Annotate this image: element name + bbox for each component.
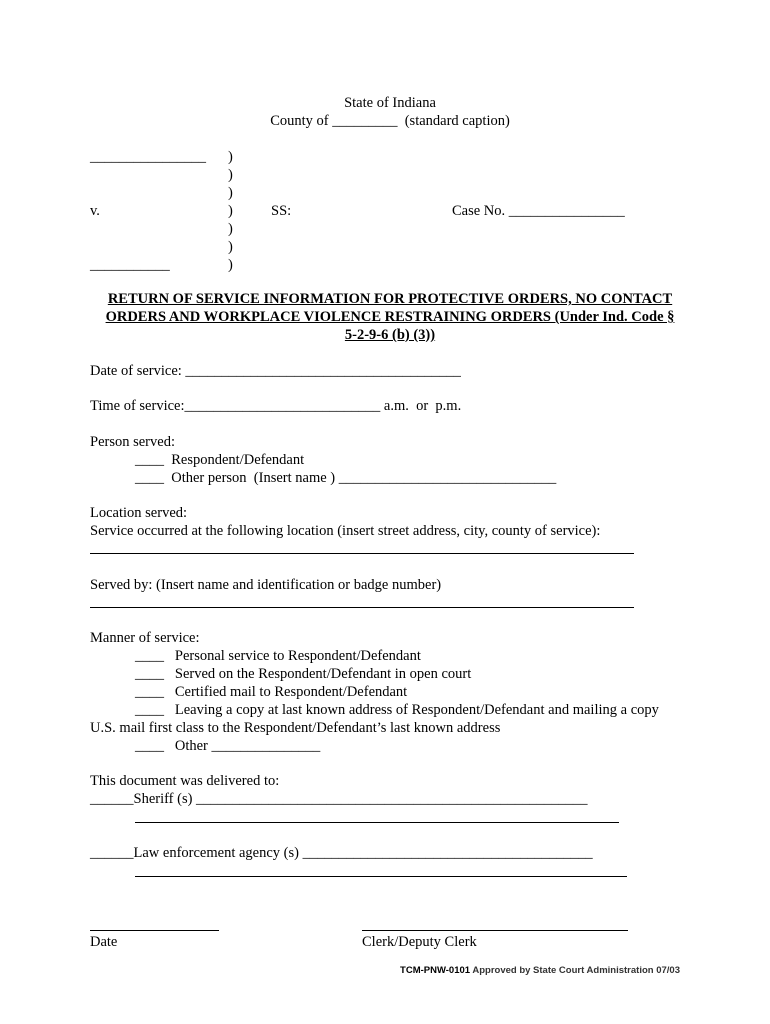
date-signature-label: Date [90, 934, 118, 950]
form-title-line-3: 5-2-9-6 (b) (3)) [344, 327, 436, 343]
location-entry-line[interactable] [90, 553, 634, 554]
time-of-service-field[interactable]: Time of service:___________________________ a.m. or p.m. [90, 398, 462, 414]
approval-note: Approved by State Court Administration 07/03 [472, 965, 680, 976]
clerk-signature-line[interactable] [362, 930, 628, 931]
caption-paren: ) [228, 149, 233, 165]
defendant-line[interactable]: ___________ [90, 257, 170, 273]
person-served-label: Person served: [90, 434, 175, 450]
clerk-signature-label: Clerk/Deputy Clerk [362, 934, 477, 950]
form-footer [400, 965, 680, 976]
delivered-to-label: This document was delivered to: [90, 773, 280, 789]
caption-paren: ) [228, 257, 233, 273]
date-signature-line[interactable] [90, 930, 219, 931]
caption-paren: ) [228, 221, 233, 237]
ss-label: SS: [271, 203, 292, 219]
served-by-entry-line[interactable] [90, 607, 634, 608]
form-code: TCM-PNW-0101 [400, 965, 471, 976]
date-of-service-field[interactable]: Date of service: ______________________________________ [90, 363, 461, 379]
law-enforcement-field[interactable]: ______Law enforcement agency (s) ________________________________________ [90, 845, 593, 861]
manner-open-court-option[interactable]: ____ Served on the Respondent/Defendant in open court [135, 666, 472, 682]
county-caption: County of _________ (standard caption) [270, 113, 510, 129]
form-title-line-1: RETURN OF SERVICE INFORMATION FOR PROTECTIVE ORDERS, NO CONTACT [107, 291, 673, 307]
served-by-label: Served by: (Insert name and identification or badge number) [90, 577, 442, 593]
location-served-label: Location served: [90, 505, 188, 521]
state-heading: State of Indiana [344, 95, 436, 111]
manner-leave-copy-option[interactable]: ____ Leaving a copy at last known address of Respondent/Defendant and mailing a copy [135, 702, 659, 718]
sheriff-continuation-line[interactable] [135, 822, 619, 823]
versus-label: v. [90, 203, 100, 219]
form-title-line-2: ORDERS AND WORKPLACE VIOLENCE RESTRAINING ORDERS (Under Ind. Code § [105, 309, 675, 325]
caption-paren: ) [228, 203, 233, 219]
location-description: Service occurred at the following location (insert street address, city, county of service): [90, 523, 601, 539]
case-number-field[interactable]: Case No. ________________ [452, 203, 625, 219]
person-served-respondent-option[interactable]: ____ Respondent/Defendant [135, 452, 305, 468]
manner-leave-copy-continuation: U.S. mail first class to the Respondent/Defendant’s last known address [90, 720, 501, 736]
plaintiff-line[interactable]: ________________ [90, 149, 206, 165]
manner-other-option[interactable]: ____ Other _______________ [135, 738, 321, 754]
manner-personal-option[interactable]: ____ Personal service to Respondent/Defendant [135, 648, 421, 664]
law-enforcement-continuation-line[interactable] [135, 876, 627, 877]
caption-paren: ) [228, 239, 233, 255]
person-served-other-option[interactable]: ____ Other person (Insert name ) ______________________________ [135, 470, 557, 486]
manner-of-service-label: Manner of service: [90, 630, 200, 646]
manner-certified-mail-option[interactable]: ____ Certified mail to Respondent/Defendant [135, 684, 408, 700]
caption-paren: ) [228, 167, 233, 183]
sheriff-field[interactable]: ______Sheriff (s) ______________________________________________________ [90, 791, 588, 807]
caption-paren: ) [228, 185, 233, 201]
